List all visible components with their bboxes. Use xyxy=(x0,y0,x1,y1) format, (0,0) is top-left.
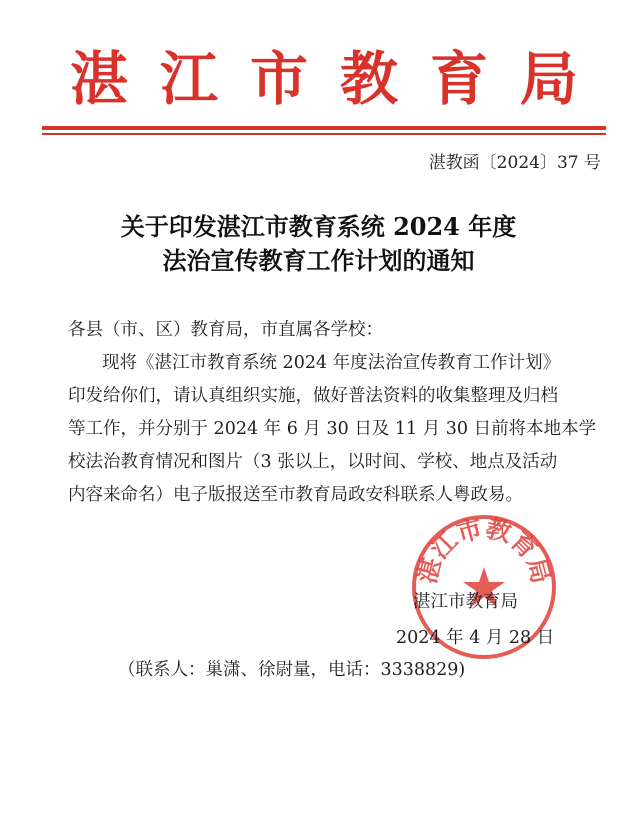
letterhead-divider-thick xyxy=(42,126,606,130)
document-title-line-2: 法治宣传教育工作计划的通知 xyxy=(162,246,475,275)
body-line: 等工作，并分别于 2024 年 6 月 30 日及 11 月 30 日前将本地本学 xyxy=(68,419,597,439)
letterhead-char: 江 xyxy=(159,45,218,113)
salutation: 各县（市、区）教育局，市直属各学校： xyxy=(68,320,383,340)
body-line: 校法治教育情况和图片（3 张以上，以时间、学校、地点及活动 xyxy=(68,452,558,472)
body-line: 内容来命名）电子版报送至市教育局政安科联系人粤政易。 xyxy=(68,485,523,505)
letterhead-char: 市 xyxy=(249,45,308,113)
document-title-line-1: 关于印发湛江市教育系统 2024 年度 xyxy=(120,212,517,241)
letterhead-divider-thin xyxy=(42,133,606,135)
letterhead-char: 育 xyxy=(429,45,488,113)
letterhead-title xyxy=(70,44,578,114)
signing-organization: 湛江市教育局 xyxy=(413,592,518,612)
letterhead-char: 湛 xyxy=(70,45,129,113)
letterhead-char: 教 xyxy=(339,45,398,113)
body-line: 现将《湛江市教育系统 2024 年度法治宣传教育工作计划》 xyxy=(102,353,561,373)
seal-text: 湛江市教育局 xyxy=(412,513,556,587)
contact-info: （联系人：巢潇、徐尉量，电话：3338829) xyxy=(118,660,466,680)
issue-date: 2024 年 4 月 28 日 xyxy=(396,628,555,648)
document-number: 湛教函〔2024〕37 号 xyxy=(428,153,601,173)
body-line: 印发给你们，请认真组织实施，做好普法资料的收集整理及归档 xyxy=(68,386,558,406)
letterhead-char: 局 xyxy=(519,45,578,113)
